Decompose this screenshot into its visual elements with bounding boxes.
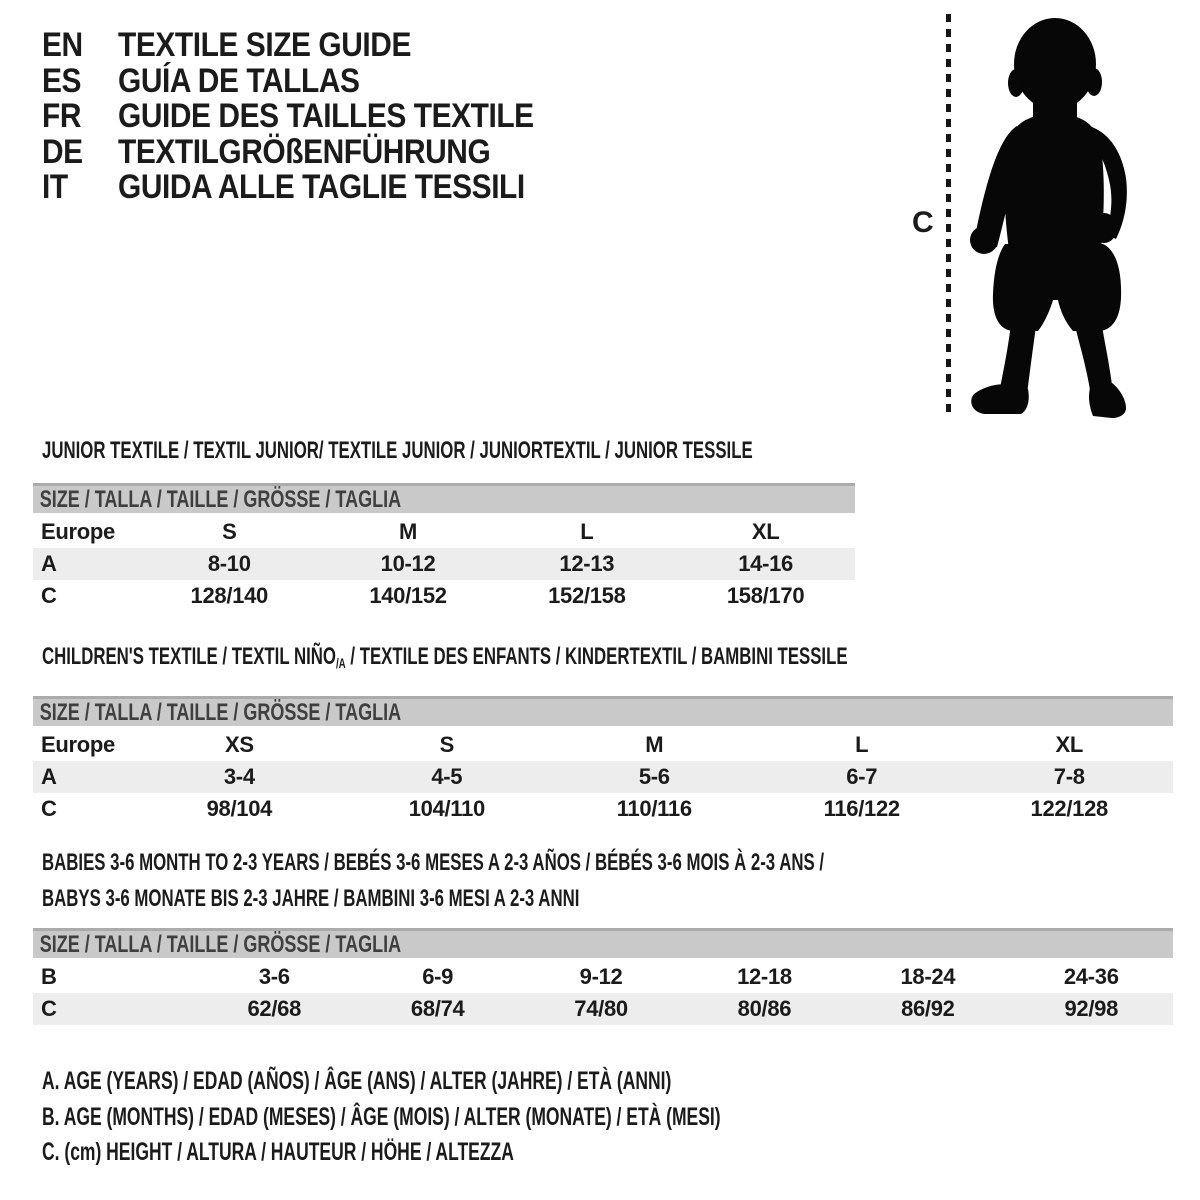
legend-line-b: B. AGE (MONTHS) / EDAD (MESES) / ÂGE (MOIS) / ALTER (MONATE) / ETÀ (MESI)	[42, 1102, 721, 1131]
legend-line-c: C. (cm) HEIGHT / ALTURA / HAUTEUR / HÖHE / ALTEZZA	[42, 1138, 514, 1166]
size-cell: 9-12	[579, 964, 623, 989]
size-header-label: SIZE / TALLA / TAILLE / GRÖSSE / TAGLIA	[39, 930, 402, 958]
size-header-label: SIZE / TALLA / TAILLE / GRÖSSE / TAGLIA	[39, 698, 402, 726]
size-cell: 86/92	[846, 993, 1009, 1025]
size-cell: 158/170	[726, 583, 805, 608]
table-row	[33, 729, 1173, 761]
size-cell: 8-10	[140, 548, 319, 580]
size-cell: 3-6	[258, 964, 290, 989]
size-cell: 6-9	[422, 964, 454, 989]
table-row	[33, 961, 1173, 993]
size-cell: 128/140	[190, 583, 268, 608]
children-size-table	[33, 729, 1173, 825]
section-title-block	[33, 845, 1173, 916]
size-cell: 12-18	[737, 964, 792, 989]
size-cell: M	[399, 519, 418, 544]
section-children-textile	[33, 643, 1173, 825]
table-row	[33, 993, 1173, 1025]
table-row	[33, 516, 855, 548]
size-header-label: SIZE / TALLA / TAILLE / GRÖSSE / TAGLIA	[39, 485, 402, 513]
size-cell: 80/86	[683, 993, 846, 1025]
table-row	[33, 580, 855, 612]
babies-size-table	[33, 961, 1173, 1025]
lang-code: ES	[42, 61, 82, 100]
junior-size-table	[33, 516, 855, 612]
size-cell: 14-16	[676, 548, 855, 580]
size-cell: 12-13	[497, 548, 676, 580]
measurement-legend	[42, 1064, 1011, 1171]
size-cell: 6-7	[758, 761, 965, 793]
size-cell: L	[580, 519, 594, 544]
section-title-line1: BABIES 3-6 MONTH TO 2-3 YEARS / BEBÉS 3-6 MESES A 2-3 AÑOS / BÉBÉS 3-6 MOIS À 2-3 ANS /	[42, 849, 825, 876]
size-cell: 3-4	[136, 761, 343, 793]
lang-code: DE	[42, 132, 83, 171]
size-cell: 110/116	[616, 796, 692, 821]
dashed-height-line	[946, 14, 951, 416]
title-subscript: /A	[335, 655, 346, 671]
guide-title-en: TEXTILE SIZE GUIDE	[118, 26, 411, 65]
guide-title-it: GUIDA ALLE TAGLIE TESSILI	[118, 168, 525, 207]
size-cell: 68/74	[356, 993, 519, 1025]
lang-row-fr	[42, 99, 590, 135]
size-cell: 140/152	[369, 583, 447, 608]
guide-title-es: GUÍA DE TALLAS	[118, 61, 360, 100]
measure-label-c: C	[912, 206, 934, 239]
row-label: C	[33, 993, 193, 1025]
size-cell: 74/80	[519, 993, 682, 1025]
size-cell: 92/98	[1010, 993, 1173, 1025]
size-cell: 62/68	[193, 993, 356, 1025]
size-cell: 4-5	[343, 761, 550, 793]
row-label: C	[41, 583, 57, 608]
size-cell: 7-8	[965, 761, 1173, 793]
size-cell: 24-36	[1063, 964, 1119, 989]
table-row	[33, 548, 855, 580]
section-title	[42, 643, 848, 677]
height-measure-figure	[900, 0, 1200, 440]
row-label: B	[41, 964, 57, 989]
size-cell: 152/158	[548, 583, 626, 608]
size-cell: XL	[751, 519, 780, 544]
section-title: JUNIOR TEXTILE / TEXTIL JUNIOR/ TEXTILE JUNIOR / JUNIORTEXTIL / JUNIOR TESSILE	[42, 437, 753, 464]
size-header-bar	[33, 696, 1173, 726]
table-row	[33, 793, 1173, 825]
size-header-bar	[33, 928, 1173, 958]
size-cell: 18-24	[900, 964, 956, 989]
row-label: A	[33, 761, 136, 793]
size-cell: M	[645, 732, 664, 757]
section-title-line2: BABYS 3-6 MONATE BIS 2-3 JAHRE / BAMBINI 3-6 MESI A 2-3 ANNI	[42, 884, 580, 912]
lang-row-en	[42, 28, 590, 64]
size-cell: 104/110	[408, 796, 485, 821]
size-cell: S	[222, 519, 237, 544]
lang-code: FR	[42, 97, 82, 136]
size-cell: 116/122	[823, 796, 900, 821]
size-cell: XL	[1055, 732, 1083, 757]
toddler-silhouette-icon	[963, 10, 1140, 420]
lang-code: EN	[42, 26, 83, 65]
section-junior-textile	[33, 437, 855, 612]
language-header	[42, 28, 590, 206]
size-cell: S	[439, 732, 454, 757]
table-row	[33, 761, 1173, 793]
lang-code: IT	[42, 168, 68, 207]
section-babies-textile	[33, 845, 1173, 1025]
legend-line-a: A. AGE (YEARS) / EDAD (AÑOS) / ÂGE (ANS) / ALTER (JAHRE) / ETÀ (ANNI)	[42, 1067, 672, 1095]
size-cell: L	[855, 732, 869, 757]
lang-row-it	[42, 170, 590, 206]
lang-row-es	[42, 61, 590, 100]
size-cell: 10-12	[319, 548, 498, 580]
row-label: Europe	[41, 732, 115, 757]
size-cell: 5-6	[551, 761, 758, 793]
row-label: Europe	[41, 519, 115, 544]
guide-title-de: TEXTILGRÖßENFÜHRUNG	[118, 132, 491, 171]
title-text: / TEXTILE DES ENFANTS / KINDERTEXTIL / BAMBINI TESSILE	[345, 643, 848, 670]
row-label: C	[41, 796, 57, 821]
size-header-bar	[33, 483, 855, 513]
size-cell: 98/104	[206, 796, 273, 821]
size-cell: 122/128	[1030, 796, 1108, 821]
title-text: CHILDREN'S TEXTILE / TEXTIL NIÑO	[42, 643, 336, 670]
guide-title-fr: GUIDE DES TAILLES TEXTILE	[118, 97, 534, 136]
size-cell: XS	[224, 732, 254, 757]
lang-row-de	[42, 132, 590, 171]
row-label: A	[33, 548, 140, 580]
